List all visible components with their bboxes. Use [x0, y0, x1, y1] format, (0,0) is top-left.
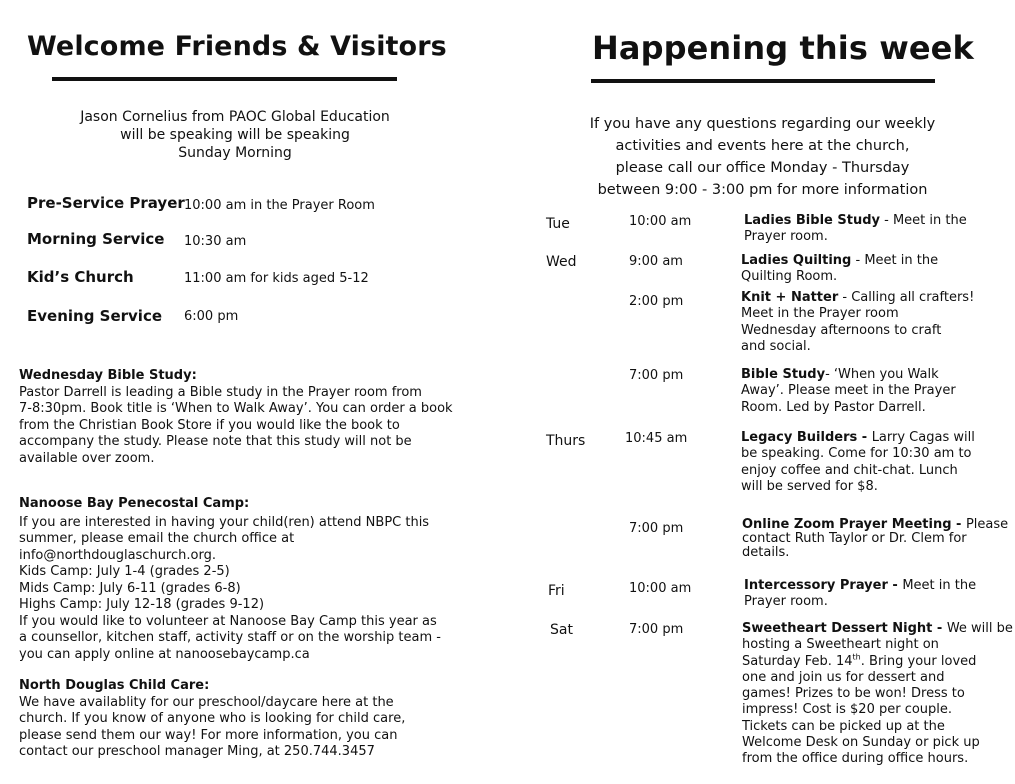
service-time: 10:30 am — [184, 234, 247, 249]
day-label: Tue — [546, 216, 570, 232]
section-line: Mids Camp: July 6-11 (grades 6-8) — [19, 580, 241, 596]
section-heading: Nanoose Bay Penecostal Camp: — [19, 496, 250, 511]
service-name: Kid’s Church — [27, 268, 134, 286]
service-name: Evening Service — [27, 307, 163, 325]
event-time: 7:00 pm — [629, 521, 684, 536]
event-title: Legacy Builders - — [741, 430, 872, 445]
event-line: Wednesday afternoons to craft — [741, 322, 942, 338]
event-line: enjoy coffee and chit-chat. Lunch — [741, 462, 958, 478]
day-label: Sat — [550, 622, 573, 638]
event-title: Ladies Quilting — [741, 253, 852, 268]
event-line: and social. — [741, 338, 811, 354]
section-heading: North Douglas Child Care: — [19, 678, 210, 693]
event-time: 10:45 am — [625, 431, 688, 446]
event-title: Bible Study — [741, 367, 826, 382]
left-title: Welcome Friends & Visitors — [27, 31, 447, 62]
event-sweetheart-dessert-night — [742, 621, 1013, 768]
office-info-line: between 9:00 - 3:00 pm for more information — [597, 182, 928, 198]
event-bible-study — [741, 367, 1001, 416]
event-line: Away’. Please meet in the Prayer — [741, 383, 956, 399]
event-line: Tickets can be picked up at the — [742, 718, 945, 734]
left-title-underline — [52, 77, 397, 81]
event-line: Meet in the — [902, 578, 977, 593]
service-time: 10:00 am in the Prayer Room — [184, 198, 375, 213]
event-line: Please — [965, 517, 1009, 532]
event-time: 2:00 pm — [629, 294, 684, 309]
office-info — [540, 113, 985, 201]
event-line: - Meet in the — [851, 253, 939, 268]
event-title: Ladies Bible Study — [744, 213, 880, 228]
event-title: Intercessory Prayer - — [744, 578, 903, 593]
section-line: 7-8:30pm. Book title is ‘When to Walk Away’. You can order a book — [19, 401, 453, 416]
office-info-line: If you have any questions regarding our weekly — [589, 116, 936, 132]
section-line: please send them our way! For more information, you can — [19, 727, 398, 743]
event-line: will be served for $8. — [741, 478, 878, 494]
intro-line: Sunday Morning — [178, 145, 292, 161]
event-ladies-quilting — [741, 253, 1001, 286]
event-line: We will be — [946, 621, 1013, 636]
event-line: - Calling all crafters! — [838, 290, 975, 305]
child-care-section — [19, 678, 489, 761]
section-line: church. If you know of anyone who is looking for child care, — [19, 711, 406, 726]
service-time: 6:00 pm — [184, 309, 239, 324]
event-intercessory-prayer — [744, 578, 1004, 611]
speaker-announcement — [40, 108, 430, 162]
service-time: 11:00 am for kids aged 5-12 — [184, 271, 369, 286]
event-line: - ‘When you Walk — [825, 367, 939, 382]
event-title: Sweetheart Dessert Night - — [742, 621, 947, 636]
event-time: 7:00 pm — [629, 368, 684, 383]
section-line: from the Christian Book Store if you would like the book to — [19, 417, 400, 433]
section-line: Highs Camp: July 12-18 (grades 9-12) — [19, 597, 265, 612]
right-title: Happening this week — [592, 29, 974, 67]
section-heading: Wednesday Bible Study: — [19, 368, 197, 383]
wednesday-bible-study-section — [19, 368, 489, 467]
office-info-line: please call our office Monday - Thursday — [615, 160, 910, 176]
event-ladies-bible-study — [744, 213, 1004, 246]
section-line: info@northdouglaschurch.org. — [19, 547, 216, 563]
event-line: . Bring your loved — [860, 653, 977, 669]
event-line: games! Prizes to be won! Dress to — [742, 686, 965, 702]
event-time: 10:00 am — [629, 581, 692, 596]
event-line: Room. Led by Pastor Darrell. — [741, 399, 926, 415]
right-title-underline — [591, 79, 935, 83]
service-name: Pre-Service Prayer — [27, 194, 185, 212]
day-label: Thurs — [546, 433, 586, 449]
event-legacy-builders — [741, 430, 1006, 495]
section-line: Pastor Darrell is leading a Bible study in the Prayer room from — [19, 384, 422, 400]
section-line: summer, please email the church office at — [19, 531, 295, 546]
event-line: Saturday Feb. 14 — [742, 653, 853, 669]
section-line: you can apply online at nanoosebaycamp.ca — [19, 646, 310, 662]
section-line: Kids Camp: July 1-4 (grades 2-5) — [19, 564, 230, 579]
camp-section — [19, 496, 489, 663]
section-line: contact our preschool manager Ming, at 250.744.3457 — [19, 744, 375, 759]
event-line: contact Ruth Taylor or Dr. Clem for — [742, 531, 967, 546]
event-line: Prayer room. — [744, 594, 828, 610]
event-line: - Meet in the — [879, 213, 967, 228]
event-knit-natter — [741, 290, 1001, 355]
event-line: Welcome Desk on Sunday or pick up — [742, 735, 980, 751]
day-label: Wed — [546, 254, 577, 270]
office-info-line: activities and events here at the church, — [615, 138, 910, 154]
section-line: a counsellor, kitchen staff, activity staff or on the worship team - — [19, 630, 441, 645]
event-line: impress! Cost is $20 per couple. — [742, 702, 953, 718]
section-line: We have availablity for our preschool/daycare here at the — [19, 694, 394, 710]
day-label: Fri — [548, 583, 565, 599]
intro-line: will be speaking will be speaking — [120, 127, 350, 143]
event-line: from the office during office hours. — [742, 751, 969, 767]
section-line: If you would like to volunteer at Nanoose Bay Camp this year as — [19, 613, 437, 629]
event-time: 9:00 am — [629, 254, 683, 269]
section-line: available over zoom. — [19, 450, 155, 466]
event-line: details. — [742, 545, 790, 560]
section-line: accompany the study. Please note that this study will not be — [19, 434, 412, 449]
event-line: be speaking. Come for 10:30 am to — [741, 446, 972, 462]
event-line: one and join us for dessert and — [742, 669, 945, 685]
event-line: hosting a Sweetheart night on — [742, 637, 939, 653]
event-title: Online Zoom Prayer Meeting - — [742, 517, 966, 532]
event-zoom-prayer — [742, 518, 1007, 560]
section-line: If you are interested in having your child(ren) attend NBPC this — [19, 514, 430, 530]
intro-line: Jason Cornelius from PAOC Global Education — [80, 109, 390, 125]
superscript: th — [852, 652, 861, 662]
event-line: Meet in the Prayer room — [741, 306, 899, 322]
event-time: 7:00 pm — [629, 622, 684, 637]
event-time: 10:00 am — [629, 214, 692, 229]
event-line: Prayer room. — [744, 229, 828, 245]
event-line: Larry Cagas will — [871, 430, 975, 445]
service-name: Morning Service — [27, 230, 165, 248]
event-line: Quilting Room. — [741, 269, 838, 285]
event-title: Knit + Natter — [741, 290, 839, 305]
